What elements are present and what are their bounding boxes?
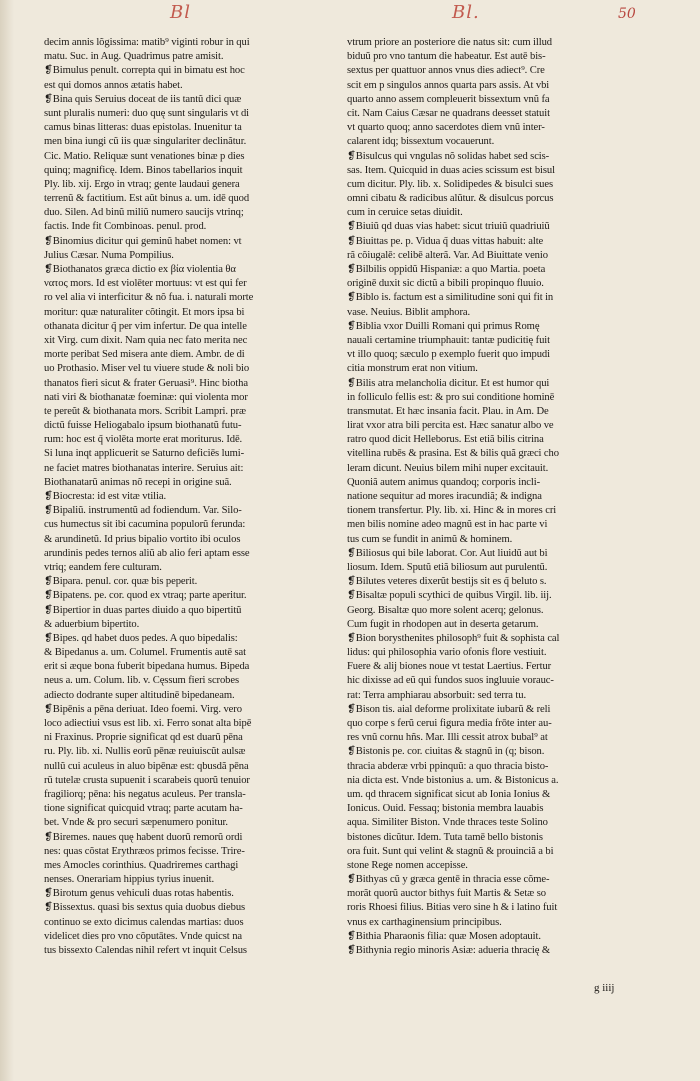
text-line: vnus ex carthaginensium principibus. (347, 916, 502, 928)
text-line: ❡Bipara. penul. cor. quæ bis peperit. (44, 576, 198, 588)
text-line: nia dicta est. Vnde bistonius a. um. & Bistonicus a. (347, 774, 559, 786)
text-line: continuo se exto dicimus calendas martias: duos (44, 916, 244, 928)
text-line: ❡Bilbilis oppidũ Hispaniæ: a quo Martia. poeta (347, 264, 546, 275)
text-line: ❡Biuittas pe. p. Vidua q̃ duas vittas habuit: alte (347, 235, 544, 247)
text-line: loco adiectiui vsus est lib. xi. Ferro sonat alta bipē (44, 718, 252, 729)
page-gutter-shadow (0, 0, 14, 1081)
text-line: ❡Bilis atra melancholia dicitur. Et est humor qui (347, 377, 550, 389)
text-line: morte peribat Sed misera ante diem. Ambr. de di (44, 349, 245, 361)
text-line: ❡Birotum genus vehiculi duas rotas habentis. (44, 888, 234, 900)
text-line: ❡Biremes. naues quę habent duorũ remorũ ordi (44, 831, 243, 843)
left-text-column (44, 36, 334, 958)
text-line: decim annis lõgissima: matib⁹ viginti robur in qui (44, 37, 250, 48)
text-line: vtriq; eandem fere culturam. (44, 561, 162, 573)
text-line: vase. Neuius. Biblit amphora. (347, 306, 471, 318)
text-line: ❡Biliosus qui bile laborat. Cor. Aut liuidũ aut bi (347, 547, 548, 559)
text-line: & aduerbium bipertito. (44, 618, 140, 630)
text-line: Ionicus. Ouid. Fessaq; bistonia membra lauabis (347, 803, 544, 815)
text-line: xit Virg. cum dixit. Nam quia nec fato merita nec (44, 334, 248, 346)
text-line: tus bissexto Calendas nihil refert vt inquit Celsus (44, 945, 247, 956)
text-line: liosum. Idem. Sputũ etiã biliosum aut purulentũ. (347, 561, 548, 573)
text-line: cus humectus sit ibi cacumina populorũ ferunda: (44, 519, 246, 531)
text-line: ❡Bithia Pharaonis filia: quæ Mosen adoptauit. (347, 930, 541, 942)
text-line: ❡Bisaltæ populi scythici de quibus Virgil. lib. iij. (347, 590, 552, 602)
text-line: vtrum priore an posteriore die natus sit: cum illud (347, 37, 552, 48)
text-line: videlicet dies pro vno cõputātes. Vnde quicst na (44, 930, 243, 942)
text-line: ❡Binomius dicitur qui geminũ habet nomen: vt (44, 235, 242, 247)
text-line: transmutat. Et hæc insania facit. Plau. in Am. De (347, 405, 549, 417)
text-line: lirat vxor atra bili percita est. Hæc sanatur albo ve (347, 420, 554, 432)
text-line: Ply. lib. xij. Ergo in vtraq; gente laudaui genera (44, 178, 240, 190)
text-line: rum: hoc est q̃ violēta morte erat moriturus. Idē. (44, 434, 243, 446)
text-line: in folliculo fellis est: & pro sui conditione hominē (347, 391, 555, 403)
text-line: Cic. Matio. Reliquæ sunt venationes binæ p dies (44, 150, 245, 162)
text-line: nenses. Onerariam hippius tyrius inuenit. (44, 874, 215, 886)
text-line: & Bipedanus a. um. Columel. Frumentis autē sat (44, 647, 246, 659)
text-line: factis. Inde fit Combinoas. penul. prod. (44, 221, 207, 233)
text-line: quo corpe s ferũ cerui figura media frōte inter au- (347, 718, 552, 729)
text-line: ❡Bipēnis a pēna deriuat. Ideo foemi. Virg. vero (44, 703, 242, 715)
text-line: nes: quas cõstat Erythræos primos fecisse. Trire- (44, 845, 245, 857)
text-line: ❡Biothanatos græca dictio ex βία violentia θα (44, 264, 236, 275)
text-line: lidus: qui philosophia vario ofonis flore vestiuit. (347, 647, 547, 659)
text-line: Julius Cæsar. Numa Pompilius. (44, 249, 174, 261)
text-line: tus cum se fundit in animũ & hominem. (347, 533, 513, 545)
text-line: men bina iungi cũ iis quæ singulariter declinãtur. (44, 136, 247, 148)
text-line: ❡Bissextus. quasi bis sextus quia duobus diebus (44, 902, 246, 914)
text-line: ❡Bipaliũ. instrumentũ ad fodiendum. Var. Silo- (44, 505, 242, 517)
text-line: ❡Biblo is. factum est a similitudine soni qui fit in (347, 292, 554, 304)
text-line: rã cõiugalē: celibē alterã. Var. Ad Biuittate venio (347, 249, 548, 261)
text-line: ❡Bilutes veteres dixerũt bestijs sit es q̃ beluto s. (347, 576, 547, 588)
text-line: bet. Vnde & pro securi sæpenumero ponitur. (44, 817, 228, 829)
text-line: natione sequitur ad mores iracundiã; & indigna (347, 491, 542, 502)
text-line: cum dicitur. Ply. lib. x. Solidipedes & bisulci sues (347, 178, 553, 190)
text-line: νατος mors. Id est violēter mortuus: vt est qui fer (44, 278, 247, 290)
text-line: Biothanatarũ animas nõ recepi in origine suã. (44, 476, 232, 488)
text-line: ne faciet matres biothanatas interire. Seruius ait: (44, 462, 244, 474)
text-line: originē duxit sic dictũ a bibili propinquo fluuio. (347, 278, 544, 290)
text-line: terrenũ & factitium. Est aũt binus a. um. idē quod (44, 193, 250, 205)
text-line: quarto anno assem compleuerit bissextum vnũ fa (347, 93, 550, 105)
text-line: vt quarto quoq; anno sacerdotes diem vnũ inter- (347, 122, 545, 134)
text-line: ❡Bistonis pe. cor. ciuitas & stagnũ in (q; bison. (347, 746, 545, 758)
text-line: sextus per quattuor annos vnus dies adiect⁹. Cre (347, 65, 545, 77)
text-line: rat: Terra amphiarau absorbuit: sed terra tu. (347, 689, 526, 701)
text-line: mes Amocles corinthius. Quadriremes carthagi (44, 859, 239, 871)
text-line: ❡Biblia vxor Duilli Romani qui primus Romę (347, 320, 540, 332)
text-line: Georg. Bisaltæ quo more solent acerq; gelonus. (347, 604, 544, 616)
text-line: ❡Bithynia regio minoris Asiæ: adueria thracię & (347, 945, 551, 956)
text-line: morãt quorũ auctor bithys fuit Martis & Setæ so (347, 888, 546, 900)
text-line: citia monstrum erat non vitium. (347, 363, 478, 375)
margin-mark-right: Bl. (452, 2, 480, 23)
text-line: res vnũ cornu hñs. Mar. Illi cessit atrox bubal⁹ at (347, 732, 548, 744)
text-line: & arundinetũ. Id prius bipalio vortito ibi oculos (44, 533, 241, 545)
text-line: ❡Bithyas cũ y græca gentē in thracia esse cõme- (347, 874, 550, 886)
text-line: Cum fugit in rhodopen aut in deserta getarum. (347, 618, 539, 630)
text-line: thanatos fieri sicut & frater Geruasi⁹. Hinc biotha (44, 377, 248, 389)
text-line: ❡Biuiũ qd duas vias habet: sicut triuiũ quadriuiũ (347, 221, 550, 233)
text-line: ❡Biocresta: id est vitæ vtilia. (44, 491, 166, 502)
text-line: cit. Nam Caius Cæsar ne quadrans deesset statuit (347, 107, 550, 119)
text-line: ❡Bina quis Seruius doceat de iis tantũ dici quæ (44, 93, 242, 105)
folio-number: 50 (618, 6, 636, 22)
text-line: ❡Bipertior in duas partes diuido a quo bipertitũ (44, 604, 242, 616)
text-line: hic dixisse ad eũ qui fundos suos ingluuie vorauc- (347, 675, 554, 687)
text-line: leram dicunt. Neuius bilem mihi nuper excitauit. (347, 462, 549, 474)
text-line: ru. Ply. lib. xi. Nullis eorũ pēnæ reuiuiscũt aulsæ (44, 746, 246, 758)
text-line: aqua. Similiter Biston. Vnde thraces teste Solino (347, 817, 548, 829)
text-line: ❡Bimulus penult. correpta qui in bimatu est hoc (44, 65, 245, 77)
text-line: camus binas litteras: duas epistolas. Inuenitur ta (44, 122, 242, 134)
text-line: thracia abderæ vrbi ppinquũ: a quo thracia bisto- (347, 760, 549, 772)
text-line: omni cibatu & radicibus alũtur. & disulcus porcus (347, 193, 554, 205)
text-line: cum in ceruice setas diuidit. (347, 207, 463, 219)
text-line: tione significat quicquid vtraq; parte acutam ha- (44, 803, 243, 815)
text-line: bistones dicũtur. Idem. Tuta tamē bello bistonis (347, 831, 543, 843)
margin-mark-left: Bl (170, 2, 191, 23)
text-line: nullũ cui aculeus in aluo bipēnæ est: qbusdã pēna (44, 760, 249, 772)
text-line: scit em p singulos annos quarta pars assis. At vbi (347, 79, 550, 91)
text-line: Quoniã autem animus quandoq; corporis incli- (347, 476, 541, 488)
text-line: arundinis pedes ternos aliũ ab alio feri aptam esse (44, 547, 250, 559)
text-line: ❡Bison tis. aial deforme prolixitate iubarũ & reli (347, 703, 551, 715)
text-line: dictũ fuisse Heliogabalo ipsum biothanatũ futu- (44, 420, 242, 432)
text-line: Fuere & alij biones noue vt testat Laertius. Fertur (347, 661, 552, 673)
text-line: ❡Bion borysthenites philosoph⁹ fuit & sophista cal (347, 632, 560, 644)
text-line: um. qd thracem significat sicut ab Ionia Ionius & (347, 788, 551, 800)
text-line: sunt pluralis numeri: duo quę sunt singularis vt di (44, 107, 249, 119)
text-line: quinq; magnificę. Idem. Binos tabellarios inquit (44, 164, 243, 176)
text-line: adiecto dodrante super altitudinē bipedaneam. (44, 689, 235, 701)
text-line: ratro quod dicit Helleborus. Est etiã bilis citrina (347, 434, 544, 446)
text-line: ❡Bipes. qd habet duos pedes. A quo bipedalis: (44, 632, 238, 644)
text-line: matu. Suc. in Aug. Quadrimus patre amisit. (44, 51, 224, 63)
text-line: othanata dicitur q̃ per vim infertur. De qua intelle (44, 320, 247, 332)
text-line: nati viri & biothanatæ foeminæ: qui violenta mor (44, 391, 248, 403)
text-line: duo. Silen. Ad binũ miliũ numero saucijs vtrinq; (44, 207, 244, 219)
text-line: vt illo quoq; sæculo p exemplo fuerit quo impudi (347, 349, 550, 361)
text-line: ora fuit. Sunt qui velint & stagnũ & prouinciã a bi (347, 845, 554, 857)
text-line: ni Fraxinus. Proprie significat qd est duarũ pēna (44, 732, 243, 744)
text-line: tionem transfertur. Ply. lib. xi. Hinc & in mores cri (347, 505, 557, 517)
text-line: men bilis nomine adeo magnũ est in hac parte vi (347, 519, 548, 531)
signature-mark: g iiij (594, 982, 615, 994)
text-line: moritur: quæ naturaliter cõtingit. Et mors ipsa bi (44, 306, 245, 318)
text-line: est qui domos annos ætatis habet. (44, 79, 183, 91)
text-line: vitellina rubēs & prasina. Est & bilis quã græci cho (347, 448, 559, 460)
text-line: erit si æque bona fuberit bipedana humus. Bipeda (44, 661, 250, 673)
text-line: fragiliorq; pēna: his negatus aculeus. Per transla- (44, 788, 246, 800)
right-text-column (347, 36, 627, 958)
text-line: ❡Bisulcus qui vngulas nõ solidas habet sed scis- (347, 150, 550, 162)
text-line: rũ tutelæ crusta supuenit i scarabeis quorũ tenuior (44, 774, 250, 786)
text-line: neus a. um. Colum. lib. v. Cęssum fieri scrobes (44, 675, 239, 687)
text-line: stone Rege nomen accepisse. (347, 859, 468, 871)
text-line: roris Rhoesi filius. Bitias vero sine h & i latino fuit (347, 902, 558, 914)
text-line: te pereũt & biothanata mors. Scribit Lampri. præ (44, 405, 247, 417)
text-line: uo Prothasio. Miser vel tu viuere stude & noli bio (44, 363, 250, 375)
text-line: sas. Item. Quicquid in duas acies scissum est bisul (347, 164, 555, 176)
text-line: ❡Bipatens. pe. cor. quod ex vtraq; parte aperitur. (44, 590, 247, 602)
text-line: ro vel alia vi interficitur & nõ fua. i. naturali morte (44, 292, 254, 304)
text-line: nauali certamine triumphauit: tantæ pudicitię fuit (347, 334, 550, 346)
text-line: Si luna inqt applicuerit se Saturno deficiēs lumi- (44, 448, 245, 460)
text-line: biduũ pro vno tantum die habeatur. Est autē bis- (347, 51, 546, 63)
text-line: calarent idq; bissextum vocauerunt. (347, 136, 495, 148)
